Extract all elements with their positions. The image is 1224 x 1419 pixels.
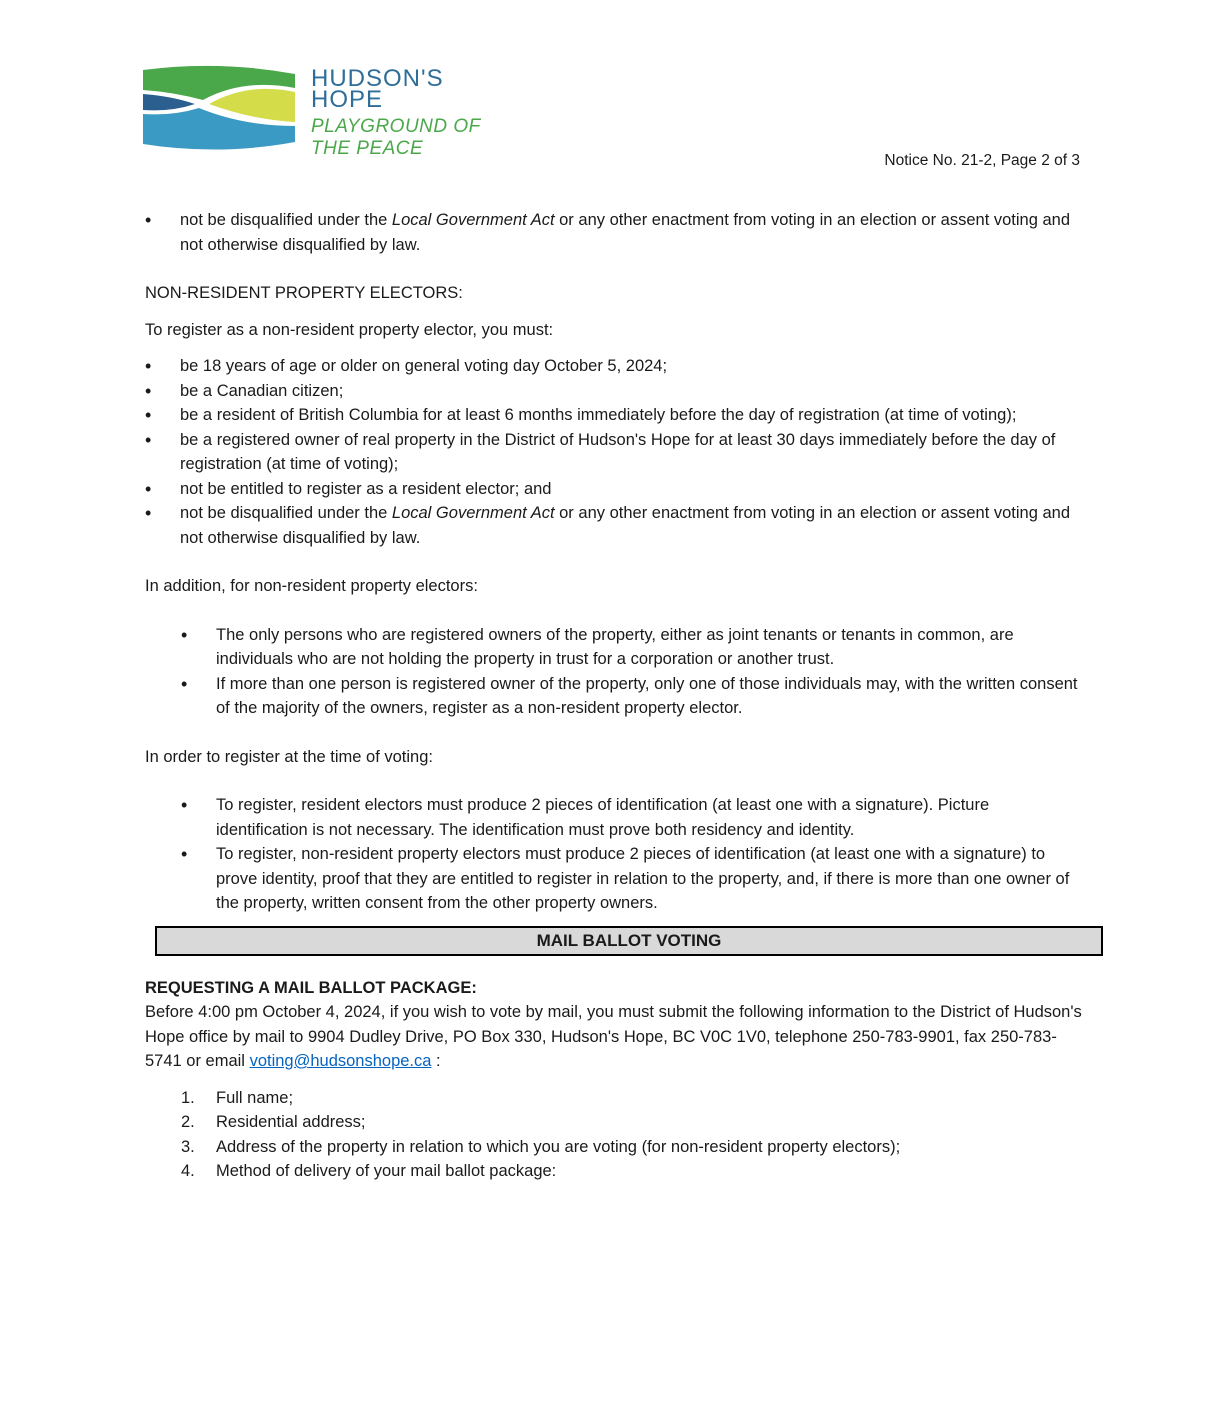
item-number: 1. <box>181 1088 195 1107</box>
list-item: • be a resident of British Columbia for at least 6 months immediately before the day of registration (at time of voting); <box>145 403 1085 428</box>
resident-criteria-continued <box>145 208 1085 257</box>
item-number: 4. <box>181 1162 195 1180</box>
list-item: • be a registered owner of real property in the District of Hudson's Hope for at least 30 days immediately before the day of registration (at time of voting); <box>145 428 1085 477</box>
logo-title <box>311 65 444 113</box>
logo-title-line1: HUDSON'S <box>311 65 444 92</box>
list-item: • not be entitled to register as a resident elector; and <box>145 477 1085 502</box>
item-text: Method of delivery of your mail ballot package: <box>216 1162 557 1180</box>
nonresident-criteria-list <box>145 354 1085 550</box>
text: not be disqualified under the <box>180 211 392 229</box>
list-item: • If more than one person is registered owner of the property, only one of those individuals may, with the written consent of the majority of the owners, register as a non-resident property elector. <box>181 672 1085 721</box>
act-name: Local Government Act <box>391 504 555 522</box>
mail-ballot-banner: MAIL BALLOT VOTING <box>155 926 1103 956</box>
text: or any other enactment from voting in an election or assent voting and not otherwise disqualified by law. <box>180 211 1071 254</box>
list-item: • be 18 years of age or older on general voting day October 5, 2024; <box>145 354 1085 379</box>
text: not be disqualified under the <box>180 504 392 522</box>
section-heading-nonresident: NON-RESIDENT PROPERTY ELECTORS: <box>145 284 463 302</box>
list-item <box>181 1086 1085 1111</box>
mail-ballot-paragraph <box>145 1000 1085 1074</box>
item-text: Address of the property in relation to which you are voting (for non-resident property electors); <box>216 1137 901 1156</box>
register-time-list <box>145 793 1085 916</box>
act-name: Local Government Act <box>391 211 555 229</box>
logo-tagline: PLAYGROUND OF THE PEACE <box>311 116 481 159</box>
logo-title-line2: HOPE <box>311 86 384 113</box>
hudsons-hope-logo <box>143 64 523 159</box>
list-item <box>145 208 1085 257</box>
list-item <box>181 1135 1085 1160</box>
list-item: • To register, non-resident property electors must produce 2 pieces of identification (at least one with a signature) to prove identity, proof that they are entitled to register in relation to the property, and, if there is more than one owner of the property, written consent from the other property owners. <box>181 842 1085 916</box>
text: : <box>431 1052 441 1070</box>
text: Before 4:00 pm October 4, 2024, if you wish to vote by mail, you must submit the following information to the District of Hudson's Hope office by mail to 9904 Dudley Drive, PO Box 330, Hudson's Hope, BC V0C 1V0, telephone 250-783-9901, fax 250-783-5741 or email <box>145 1003 1082 1070</box>
email-link[interactable]: voting@hudsonshope.ca <box>249 1052 432 1070</box>
item-number: 2. <box>181 1113 195 1131</box>
list-item: • be a Canadian citizen; <box>145 379 1085 404</box>
item-text: Full name; <box>216 1088 294 1107</box>
addition-list <box>145 623 1085 721</box>
mail-ballot-subheading: REQUESTING A MAIL BALLOT PACKAGE: <box>145 978 477 997</box>
mail-ballot-requirements-list <box>145 1086 1085 1184</box>
list-item: • The only persons who are registered owners of the property, either as joint tenants or tenants in common, are individuals who are not holding the property in trust for a corporation or another trust. <box>181 623 1085 672</box>
document-body <box>145 208 1085 1184</box>
text: or any other enactment from voting in an election or assent voting and not otherwise disqualified by law. <box>180 504 1071 547</box>
logo-wave-icon <box>143 64 295 150</box>
register-time-lead: In order to register at the time of voting: <box>145 747 433 766</box>
item-text: Residential address; <box>216 1113 366 1131</box>
list-item <box>181 1159 1085 1184</box>
list-item <box>145 501 1085 550</box>
list-item: • To register, resident electors must produce 2 pieces of identification (at least one with a signature). Picture identification is not necessary. The identification must prove both residency and identity. <box>181 793 1085 842</box>
nonresident-lead: To register as a non-resident property elector, you must: <box>145 320 554 339</box>
notice-number: Notice No. 21-2, Page 2 of 3 <box>884 152 1080 169</box>
addition-lead: In addition, for non-resident property electors: <box>145 577 478 595</box>
item-number: 3. <box>181 1137 195 1156</box>
list-item <box>181 1110 1085 1135</box>
